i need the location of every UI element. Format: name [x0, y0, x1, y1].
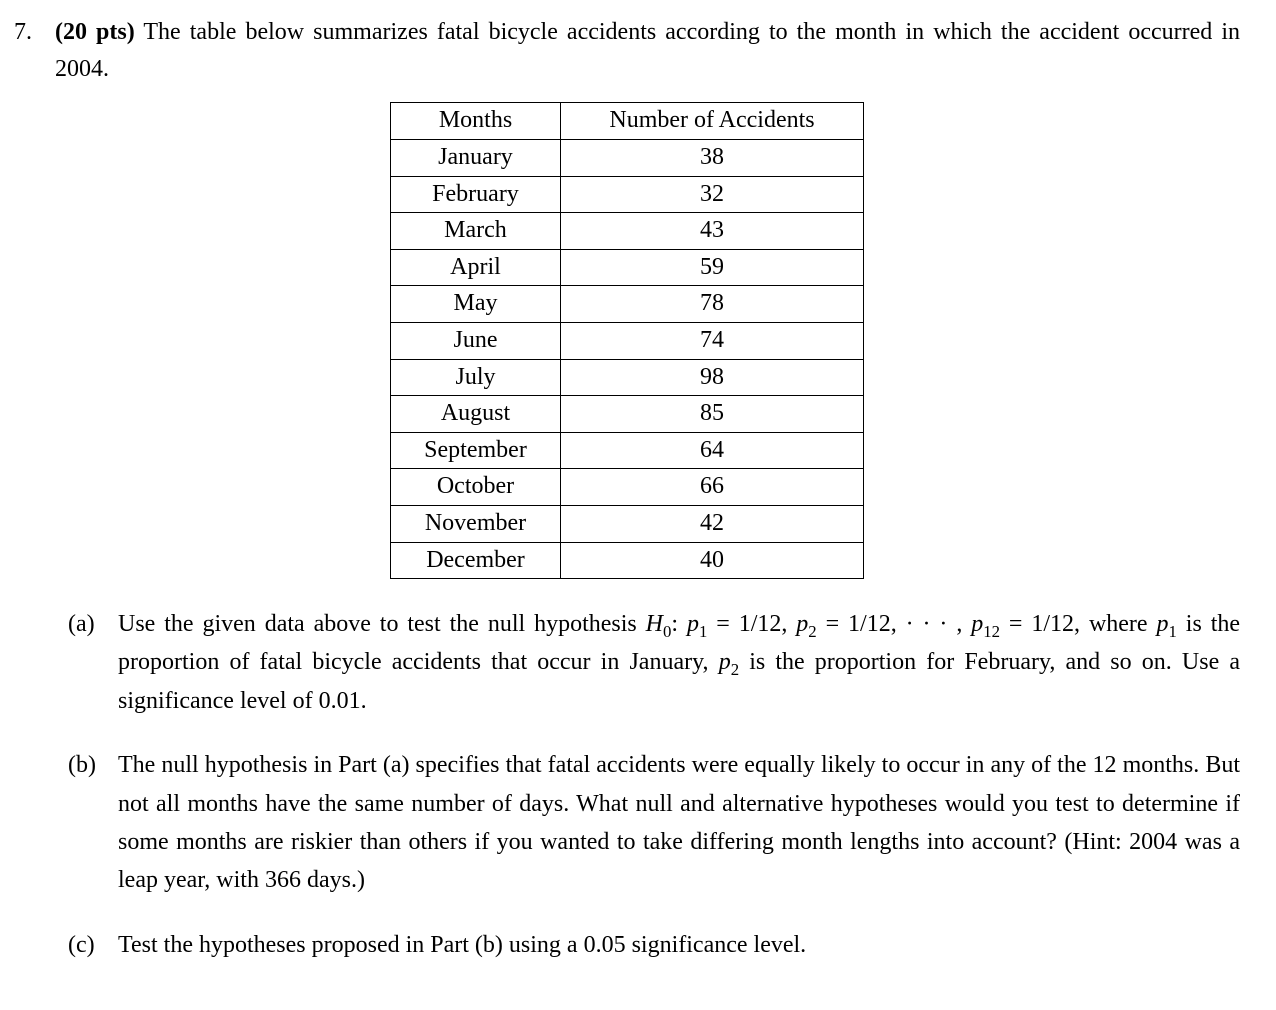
table-cell-month: April — [391, 249, 561, 286]
accidents-table — [390, 102, 864, 579]
table-row — [391, 176, 864, 213]
table-row — [391, 432, 864, 469]
table-cell-month: September — [391, 432, 561, 469]
table-cell-month: November — [391, 505, 561, 542]
problem-intro-body: The table below summarizes fatal bicycle accidents according to the month in which the accident occurred in 2004. — [55, 19, 1240, 83]
problem-intro — [14, 14, 1240, 88]
table-cell-count: 43 — [561, 213, 864, 250]
table-cell-count: 38 — [561, 139, 864, 176]
part-b-label: (b) — [68, 752, 96, 779]
table-cell-count: 64 — [561, 432, 864, 469]
part-c-label: (c) — [68, 931, 95, 958]
part-b — [68, 746, 1240, 900]
table-cell-month: August — [391, 396, 561, 433]
table-row — [391, 396, 864, 433]
table-cell-count: 59 — [561, 249, 864, 286]
part-b-text: The null hypothesis in Part (a) specifies that fatal accidents were equally likely to occur in any of the 12 months. But not all months have the same number of days. What null and alternative hypotheses would you test to determine if some months are riskier than others if you wanted to take differing month lengths into account? (Hint: 2004 was a leap year, with 366 days.) — [118, 752, 1240, 894]
table-header-months: Months — [391, 103, 561, 140]
table-cell-count: 78 — [561, 286, 864, 323]
problem-number: 7. — [14, 19, 32, 45]
table-cell-month: March — [391, 213, 561, 250]
table-row — [391, 542, 864, 579]
table-cell-count: 42 — [561, 505, 864, 542]
table-cell-month: June — [391, 322, 561, 359]
table-row — [391, 505, 864, 542]
part-a-text: Use the given data above to test the null hypothesis $H_0$: $p_1 = 1/12$, $p_2 = 1/12$, · · · , $p_{12} = 1/12$, where $p_1$ is the proportion of fatal bicycle accidents that occur in January, $p_2$ is the proportion for February, and so on. Use a significance level of 0.01. — [118, 611, 1241, 714]
table-cell-count: 98 — [561, 359, 864, 396]
table-row — [391, 139, 864, 176]
table-cell-month: July — [391, 359, 561, 396]
table-cell-month: January — [391, 139, 561, 176]
table-cell-count: 74 — [561, 322, 864, 359]
table-header-row — [391, 103, 864, 140]
table-cell-month: December — [391, 542, 561, 579]
table-row — [391, 359, 864, 396]
table-cell-month: October — [391, 469, 561, 506]
table-cell-count: 32 — [561, 176, 864, 213]
part-c — [68, 926, 1240, 964]
table-cell-count: 40 — [561, 542, 864, 579]
part-c-text: Test the hypotheses proposed in Part (b) using a 0.05 significance level. — [118, 931, 807, 958]
table-cell-count: 66 — [561, 469, 864, 506]
part-a — [68, 605, 1240, 720]
problem-intro-text — [55, 14, 1240, 88]
problem-points: (20 pts) — [55, 19, 135, 45]
part-a-label: (a) — [68, 611, 95, 638]
table-row — [391, 322, 864, 359]
table-header-accidents: Number of Accidents — [561, 103, 864, 140]
table-row — [391, 213, 864, 250]
table-row — [391, 286, 864, 323]
table-cell-month: February — [391, 176, 561, 213]
table-cell-month: May — [391, 286, 561, 323]
table-row — [391, 469, 864, 506]
table-cell-count: 85 — [561, 396, 864, 433]
table-row — [391, 249, 864, 286]
